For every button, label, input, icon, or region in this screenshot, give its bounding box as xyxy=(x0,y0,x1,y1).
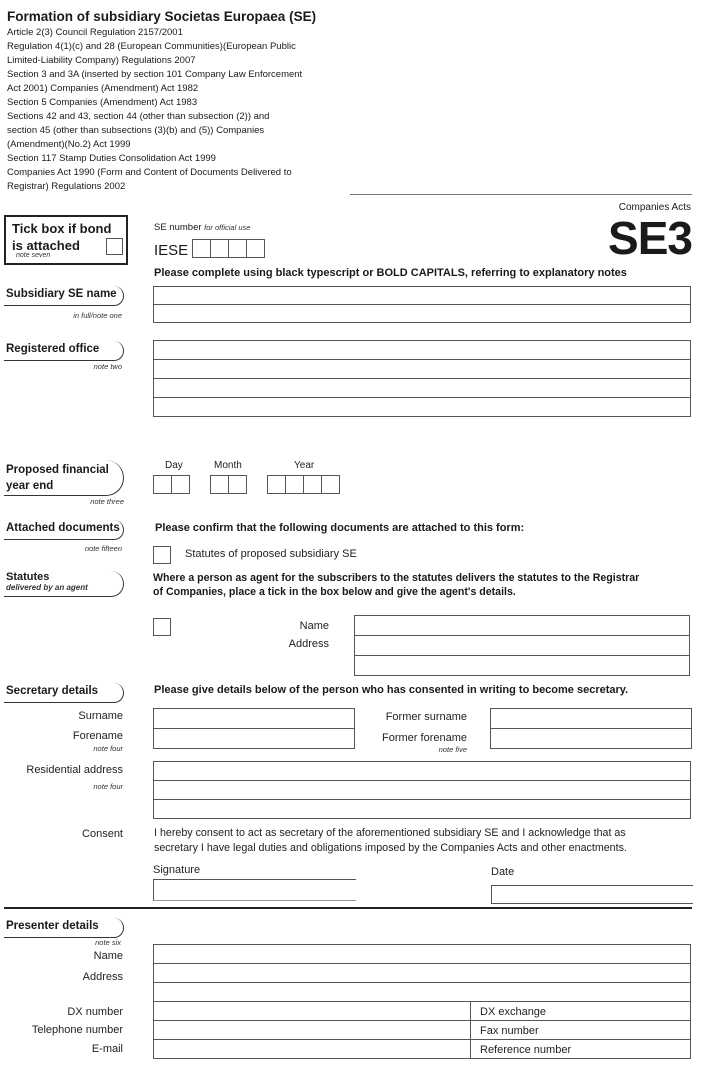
residential-address-line-2[interactable] xyxy=(153,780,691,800)
residential-address-line-3[interactable] xyxy=(153,799,691,819)
financial-year-label-1: Proposed financial xyxy=(6,464,109,476)
registered-office-line-1[interactable] xyxy=(153,340,691,360)
residential-address-note: note four xyxy=(93,782,123,791)
legal-line: Section 117 Stamp Duties Consolidation Act 1999 xyxy=(7,153,216,164)
agent-address-line-1[interactable] xyxy=(354,635,690,656)
agent-name-label: Name xyxy=(299,620,329,632)
presenter-address-line-2[interactable] xyxy=(153,982,691,1002)
section-divider xyxy=(4,907,692,909)
fax-field[interactable] xyxy=(470,1020,691,1040)
legal-line: Companies Act 1990 (Form and Content of Documents Delivered to xyxy=(7,167,292,178)
day-digit[interactable] xyxy=(171,475,190,494)
se-number-digit[interactable] xyxy=(246,239,265,258)
se-number-note: for official use xyxy=(204,223,251,232)
month-digit[interactable] xyxy=(210,475,229,494)
form-title: Formation of subsidiary Societas Europaea (SE) xyxy=(7,9,317,24)
month-label: Month xyxy=(214,460,242,471)
legal-line: Limited-Liability Company) Regulations 2007 xyxy=(7,55,196,66)
residential-address-label: Residential address xyxy=(26,764,123,776)
presenter-note: note six xyxy=(95,938,121,947)
se-number-text: SE number xyxy=(154,222,202,233)
bond-checkbox[interactable] xyxy=(106,238,123,255)
signature-label: Signature xyxy=(153,864,201,876)
legal-line: Section 3 and 3A (inserted by section 101 Company Law Enforcement xyxy=(7,69,303,80)
month-digit[interactable] xyxy=(228,475,247,494)
subsidiary-name-field-2[interactable] xyxy=(153,304,691,323)
registered-office-line-2[interactable] xyxy=(153,359,691,379)
registered-office-label: Registered office xyxy=(4,341,124,361)
former-forename-label: Former forename xyxy=(382,732,467,744)
companies-acts-label: Companies Acts xyxy=(618,202,691,213)
subsidiary-name-label: Subsidiary SE name xyxy=(4,286,124,306)
date-field[interactable] xyxy=(491,885,693,904)
legal-line: Sections 42 and 43, section 44 (other than subsection (2)) and xyxy=(7,111,270,122)
day-label: Day xyxy=(165,460,183,471)
email-field[interactable] xyxy=(153,1039,471,1059)
bond-note: note seven xyxy=(16,252,51,259)
presenter-name-label: Name xyxy=(93,950,123,962)
date-label: Date xyxy=(491,866,515,878)
legal-line: Registrar) Regulations 2002 xyxy=(7,181,126,192)
secretary-details-label: Secretary details xyxy=(4,683,124,703)
email-label: E-mail xyxy=(91,1043,123,1055)
attached-documents-note: note fifteen xyxy=(84,544,122,553)
day-digit[interactable] xyxy=(153,475,172,494)
agent-address-line-2[interactable] xyxy=(354,655,690,676)
consent-label: Consent xyxy=(82,828,123,840)
statutes-text-2: of Companies, place a tick in the box below and give the agent's details. xyxy=(153,586,516,598)
year-digit[interactable] xyxy=(267,475,286,494)
statutes-text-1: Where a person as agent for the subscribers to the statutes delivers the statutes to the Registrar xyxy=(153,572,640,584)
presenter-address-label: Address xyxy=(82,971,123,983)
former-forename-field[interactable] xyxy=(490,728,692,749)
legal-line: Section 5 Companies (Amendment) Act 1983 xyxy=(7,97,198,108)
fax-label: Fax number xyxy=(480,1025,539,1037)
se-number-digit[interactable] xyxy=(210,239,229,258)
financial-year-label-2: year end xyxy=(6,480,54,492)
registered-office-line-4[interactable] xyxy=(153,397,691,417)
surname-label: Surname xyxy=(78,710,123,722)
se-number-label xyxy=(154,222,250,233)
legal-line: section 45 (other than subsections (3)(b) and (5)) Companies xyxy=(7,125,265,136)
se-number-prefix: IESE xyxy=(154,242,189,259)
former-forename-note: note five xyxy=(438,745,467,754)
form-code: SE3 xyxy=(608,212,692,264)
registered-office-line-3[interactable] xyxy=(153,378,691,398)
telephone-field[interactable] xyxy=(153,1020,471,1040)
se-number-digit[interactable] xyxy=(192,239,211,258)
consent-text-2: secretary I have legal duties and obligations imposed by the Companies Acts and other enactments. xyxy=(154,842,627,854)
year-digit[interactable] xyxy=(321,475,340,494)
reference-field[interactable] xyxy=(470,1039,691,1059)
statutes-attached-label: Statutes of proposed subsidiary SE xyxy=(185,548,357,560)
statutes-label-1: Statutes xyxy=(6,571,50,583)
bond-label-2: is attached xyxy=(12,238,80,253)
dx-number-field[interactable] xyxy=(153,1001,471,1021)
dx-number-label: DX number xyxy=(67,1006,123,1018)
instructions: Please complete using black typescript or BOLD CAPITALS, referring to explanatory notes xyxy=(154,267,627,279)
forename-note: note four xyxy=(93,744,123,753)
consent-text-1: I hereby consent to act as secretary of the aforementioned subsidiary SE and I acknowledge that as xyxy=(154,827,626,839)
residential-address-line-1[interactable] xyxy=(153,761,691,781)
se-number-digit[interactable] xyxy=(228,239,247,258)
former-surname-label: Former surname xyxy=(385,711,467,723)
attached-documents-label: Attached documents xyxy=(4,520,124,540)
statutes-label-2: delivered by an agent xyxy=(6,583,88,592)
legal-line: Act 2001) Companies (Amendment) Act 1982 xyxy=(7,83,199,94)
agent-address-label: Address xyxy=(288,638,329,650)
attached-documents-prompt: Please confirm that the following documents are attached to this form: xyxy=(155,522,525,534)
legal-references xyxy=(7,26,347,194)
surname-field[interactable] xyxy=(153,708,355,729)
subsidiary-name-note: in full/note one xyxy=(73,311,122,320)
statutes-attached-checkbox[interactable] xyxy=(153,546,171,564)
year-digit[interactable] xyxy=(285,475,304,494)
financial-year-note: note three xyxy=(90,497,124,506)
reference-label: Reference number xyxy=(480,1044,572,1056)
presenter-name-field[interactable] xyxy=(153,944,691,964)
forename-field[interactable] xyxy=(153,728,355,749)
dx-exchange-label: DX exchange xyxy=(480,1006,547,1018)
presenter-address-line-1[interactable] xyxy=(153,963,691,983)
forename-label: Forename xyxy=(72,730,123,742)
agent-name-field[interactable] xyxy=(354,615,690,636)
financial-year-label xyxy=(4,460,124,496)
legal-line: Article 2(3) Council Regulation 2157/2001 xyxy=(7,27,183,38)
presenter-details-label: Presenter details xyxy=(4,918,124,938)
legal-line: Regulation 4(1)(c) and 28 (European Communities)(European Public xyxy=(7,41,296,52)
dx-exchange-field[interactable] xyxy=(470,1001,691,1021)
year-digit[interactable] xyxy=(303,475,322,494)
subsidiary-name-field[interactable] xyxy=(153,286,691,305)
header-divider xyxy=(350,194,692,195)
registered-office-note: note two xyxy=(93,362,122,371)
legal-line: (Amendment)(No.2) Act 1999 xyxy=(7,139,131,150)
former-surname-field[interactable] xyxy=(490,708,692,729)
bond-label: Tick box if bond xyxy=(12,221,112,236)
secretary-prompt: Please give details below of the person who has consented in writing to become secretary. xyxy=(154,684,629,696)
bond-box xyxy=(4,215,128,265)
agent-checkbox[interactable] xyxy=(153,618,171,636)
statutes-label xyxy=(4,571,124,597)
year-label: Year xyxy=(294,460,315,471)
signature-field[interactable] xyxy=(153,879,356,901)
telephone-label: Telephone number xyxy=(31,1024,123,1036)
